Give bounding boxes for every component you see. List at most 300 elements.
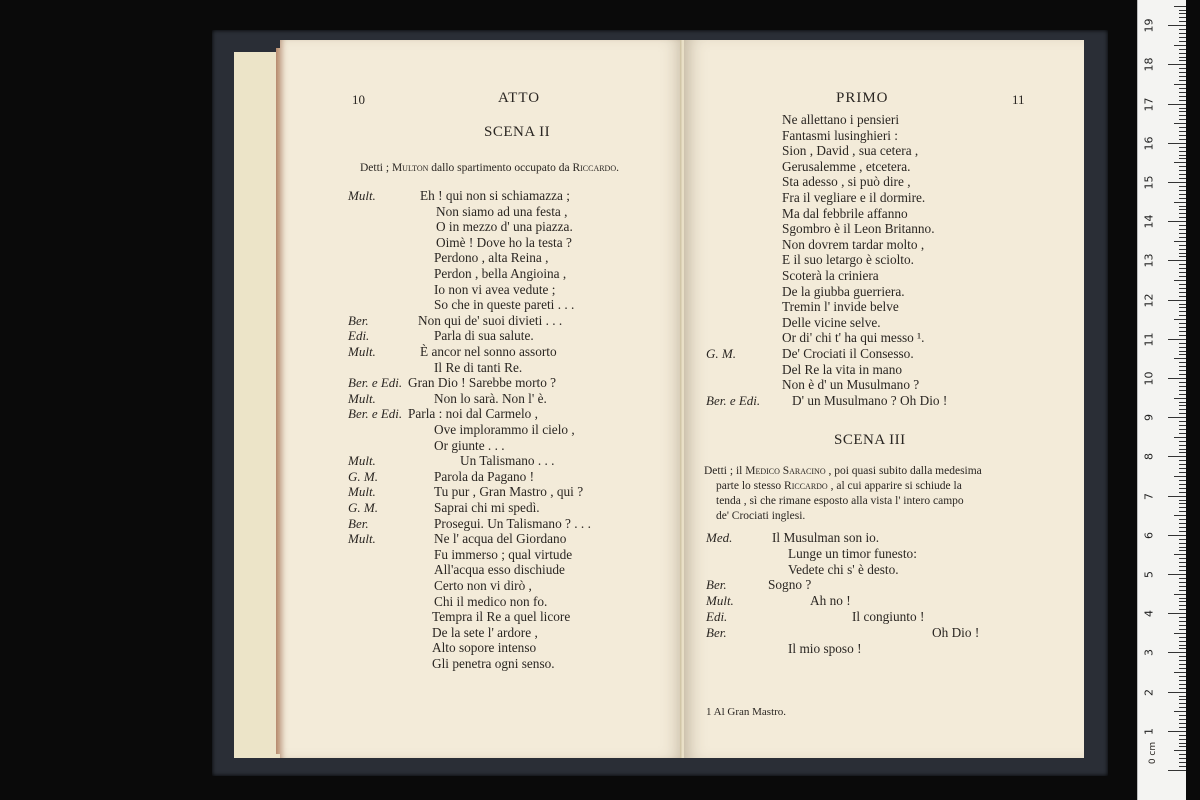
ruler-tick xyxy=(1179,53,1186,54)
ruler-tick xyxy=(1179,699,1186,700)
character-name: Multon xyxy=(391,162,429,174)
stage-text: parte lo stesso xyxy=(716,480,785,492)
ruler-tick xyxy=(1179,680,1186,681)
ruler-tick xyxy=(1179,225,1186,226)
ruler-tick xyxy=(1179,37,1186,38)
ruler-tick xyxy=(1179,57,1186,58)
ruler-tick xyxy=(1168,456,1186,457)
verse-line: Non dovrem tardar molto , xyxy=(782,236,925,252)
ruler-tick xyxy=(1179,664,1186,665)
verse-line: Non è d' un Musulmano ? xyxy=(782,377,920,393)
verse-line: Scoterà la criniera xyxy=(782,268,879,283)
ruler-tick xyxy=(1179,343,1186,344)
speaker-label: Ber. xyxy=(348,312,369,328)
ruler-tick xyxy=(1179,323,1186,324)
speaker-label: Ber. e Edi. xyxy=(706,392,761,408)
ruler-tick xyxy=(1179,366,1186,367)
ruler-tick xyxy=(1179,762,1186,763)
ruler-tick xyxy=(1179,100,1186,101)
ruler-tick xyxy=(1179,668,1186,669)
ruler-tick xyxy=(1179,174,1186,175)
ruler-tick xyxy=(1179,758,1186,759)
speaker-label: Mult. xyxy=(348,531,376,547)
verse-line: È ancor nel sonno assorto xyxy=(420,344,557,359)
ruler-tick xyxy=(1174,515,1186,516)
verse-line: Gran Dio ! Sarebbe morto ? xyxy=(408,375,557,391)
ruler-tick xyxy=(1179,213,1186,214)
verse-line: Sogno ? xyxy=(768,577,812,593)
speaker-label: Mult. xyxy=(706,593,734,609)
right-page xyxy=(684,40,1084,758)
ruler-tick xyxy=(1179,629,1186,630)
verse-line: Oh Dio ! xyxy=(932,624,980,640)
ruler-tick xyxy=(1179,119,1186,120)
verse-line: Sion , David , sua cetera , xyxy=(782,143,919,159)
ruler-tick xyxy=(1179,425,1186,426)
verse-line: Lunge un timor funesto: xyxy=(788,545,917,561)
verse-line: Certo non vi dirò , xyxy=(434,578,532,593)
ruler-tick xyxy=(1179,33,1186,34)
ruler-tick xyxy=(1179,715,1186,716)
ruler-tick xyxy=(1179,127,1186,128)
ruler-number: 8 xyxy=(1142,453,1156,461)
verse-line: Il congiunto ! xyxy=(852,609,925,624)
ruler-tick xyxy=(1179,766,1186,767)
ruler-tick xyxy=(1168,25,1186,26)
ruler-tick xyxy=(1179,523,1186,524)
speaker-label: G. M. xyxy=(348,468,378,484)
ruler-tick xyxy=(1179,21,1186,22)
ruler-tick xyxy=(1179,264,1186,265)
ruler-tick xyxy=(1179,688,1186,689)
speaker-label: Mult. xyxy=(348,453,376,469)
character-name: Medico Saracino xyxy=(745,465,826,477)
ruler-tick xyxy=(1179,637,1186,638)
ruler-tick xyxy=(1179,621,1186,622)
ruler-tick xyxy=(1179,139,1186,140)
ruler-number: 14 xyxy=(1142,214,1156,229)
ruler-number: 3 xyxy=(1142,649,1156,657)
verse-line: E il suo letargo è sciolto. xyxy=(782,252,914,268)
ruler-tick xyxy=(1179,609,1186,610)
ruler-tick xyxy=(1179,178,1186,179)
speaker-label: G. M. xyxy=(348,500,378,515)
running-head: ATTO xyxy=(498,90,541,106)
verse-line: Parola da Pagano ! xyxy=(434,468,535,484)
ruler-tick xyxy=(1179,605,1186,606)
ruler-tick xyxy=(1179,68,1186,69)
ruler-tick xyxy=(1179,296,1186,297)
speaker-label: Mult. xyxy=(348,390,376,406)
ruler-number: 6 xyxy=(1142,531,1156,539)
verse-line: Parla : noi dal Carmelo , xyxy=(408,406,538,422)
ruler-number: 12 xyxy=(1142,293,1156,308)
ruler-tick xyxy=(1179,307,1186,308)
ruler-tick xyxy=(1179,327,1186,328)
speaker-label: Ber. xyxy=(706,624,727,640)
ruler-tick xyxy=(1174,319,1186,320)
ruler-tick xyxy=(1174,711,1186,712)
ruler-tick xyxy=(1179,382,1186,383)
speaker-label: Mult. xyxy=(348,344,376,359)
ruler-number: 5 xyxy=(1142,571,1156,578)
ruler-tick xyxy=(1179,245,1186,246)
ruler-tick xyxy=(1174,202,1186,203)
ruler-tick xyxy=(1179,186,1186,187)
speaker-label: Ber. xyxy=(706,577,727,593)
ruler-tick xyxy=(1179,217,1186,218)
ruler-tick xyxy=(1179,500,1186,501)
measurement-ruler xyxy=(1137,0,1186,800)
verse-line: Gli penetra ogni senso. xyxy=(432,656,555,671)
ruler-tick xyxy=(1179,660,1186,661)
ruler-tick xyxy=(1179,507,1186,508)
verse-line: Fra il vegliare e il dormire. xyxy=(782,190,926,205)
ruler-tick xyxy=(1179,421,1186,422)
ruler-tick xyxy=(1179,292,1186,293)
ruler-number: 7 xyxy=(1142,492,1156,500)
verse-line: De' Crociati il Consesso. xyxy=(782,346,914,361)
verse-line: D' un Musulmano ? Oh Dio ! xyxy=(792,392,948,408)
speaker-label: Edi. xyxy=(706,609,728,624)
verse-line: Perdon , bella Angioina , xyxy=(434,266,567,281)
ruler-tick xyxy=(1179,249,1186,250)
ruler-tick xyxy=(1179,405,1186,406)
verse-line: Parla di sua salute. xyxy=(434,328,534,344)
ruler-tick xyxy=(1179,158,1186,159)
ruler-tick xyxy=(1174,750,1186,751)
verse-line: Tremin l' invide belve xyxy=(782,299,899,315)
ruler-tick xyxy=(1168,64,1186,65)
ruler-tick xyxy=(1179,460,1186,461)
ruler-tick xyxy=(1179,166,1186,167)
ruler-tick xyxy=(1179,96,1186,97)
ruler-unit-label: 0 cm xyxy=(1148,741,1159,765)
speaker-label: Mult. xyxy=(348,188,376,203)
ruler-tick xyxy=(1179,276,1186,277)
ruler-tick xyxy=(1179,582,1186,583)
ruler-tick xyxy=(1179,409,1186,410)
ruler-tick xyxy=(1179,656,1186,657)
stage-text: , al cui apparire si schiude la xyxy=(827,480,962,492)
ruler-tick xyxy=(1179,645,1186,646)
verse-line: Non siamo ad una festa , xyxy=(436,203,568,219)
ruler-tick xyxy=(1179,256,1186,257)
verse-line: Or di' chi t' ha qui messo ¹. xyxy=(782,330,925,346)
speaker-label: G. M. xyxy=(706,346,736,361)
ruler-tick xyxy=(1168,731,1186,732)
ruler-tick xyxy=(1168,339,1186,340)
ruler-tick xyxy=(1168,143,1186,144)
ruler-tick xyxy=(1179,10,1186,11)
ruler-tick xyxy=(1179,696,1186,697)
ruler-tick xyxy=(1179,590,1186,591)
ruler-tick xyxy=(1168,182,1186,183)
ruler-tick xyxy=(1179,570,1186,571)
ruler-tick xyxy=(1168,535,1186,536)
ruler-tick xyxy=(1174,594,1186,595)
stage-text: Detti ; xyxy=(360,162,392,174)
verse-line: Ove implorammo il cielo , xyxy=(434,422,575,437)
verse-line: Il Musulman son io. xyxy=(772,530,880,545)
ruler-tick xyxy=(1179,229,1186,230)
ruler-number: 15 xyxy=(1142,175,1156,190)
ruler-tick xyxy=(1179,76,1186,77)
ruler-tick xyxy=(1179,648,1186,649)
verse-line: Il mio sposo ! xyxy=(788,640,862,656)
ruler-tick xyxy=(1179,60,1186,61)
verse-line: De la giubba guerriera. xyxy=(782,283,905,299)
ruler-tick xyxy=(1179,13,1186,14)
ruler-tick xyxy=(1179,284,1186,285)
ruler-tick xyxy=(1179,111,1186,112)
ruler-tick xyxy=(1179,441,1186,442)
ruler-tick xyxy=(1179,754,1186,755)
ruler-tick xyxy=(1174,123,1186,124)
ruler-tick xyxy=(1179,362,1186,363)
verse-line: Tu pur , Gran Mastro , qui ? xyxy=(434,484,584,500)
ruler-tick xyxy=(1179,492,1186,493)
ruler-tick xyxy=(1179,746,1186,747)
ruler-tick xyxy=(1168,300,1186,301)
stage-direction xyxy=(704,464,1044,524)
ruler-tick xyxy=(1179,151,1186,152)
verse-line: Ne l' acqua del Giordano xyxy=(434,531,567,547)
ruler-tick xyxy=(1179,268,1186,269)
ruler-tick xyxy=(1179,511,1186,512)
ruler-tick xyxy=(1174,6,1186,7)
page-number: 11 xyxy=(1012,92,1025,107)
ruler-tick xyxy=(1179,684,1186,685)
verse-line: Oimè ! Dove ho la testa ? xyxy=(436,234,572,250)
speaker-label: Ber. e Edi. xyxy=(348,375,403,391)
ruler-tick xyxy=(1168,378,1186,379)
ruler-tick xyxy=(1179,527,1186,528)
ruler-tick xyxy=(1179,641,1186,642)
ruler-tick xyxy=(1168,496,1186,497)
ruler-number: 17 xyxy=(1142,97,1156,112)
ruler-tick xyxy=(1179,135,1186,136)
ruler-tick xyxy=(1179,562,1186,563)
ruler-tick xyxy=(1179,198,1186,199)
page-number: 10 xyxy=(352,92,365,107)
ruler-tick xyxy=(1174,280,1186,281)
verse-line: Ah no ! xyxy=(810,593,851,609)
ruler-tick xyxy=(1179,445,1186,446)
verse-line: Perdono , alta Reina , xyxy=(434,250,549,266)
ruler-tick xyxy=(1168,574,1186,575)
ruler-tick xyxy=(1179,41,1186,42)
ruler-tick xyxy=(1179,743,1186,744)
ruler-tick xyxy=(1179,558,1186,559)
ruler-tick xyxy=(1179,723,1186,724)
ruler-tick xyxy=(1174,633,1186,634)
ruler-tick xyxy=(1174,672,1186,673)
ruler-tick xyxy=(1179,386,1186,387)
ruler-tick xyxy=(1168,417,1186,418)
character-name: Riccardo xyxy=(572,162,617,174)
verse-line: Non qui de' suoi divieti . . . xyxy=(418,312,563,328)
ruler-tick xyxy=(1179,335,1186,336)
ruler-tick xyxy=(1179,703,1186,704)
ruler-tick xyxy=(1179,413,1186,414)
stage-text: de' Crociati inglesi. xyxy=(716,510,806,522)
ruler-tick xyxy=(1179,578,1186,579)
ruler-tick xyxy=(1179,354,1186,355)
ruler-tick xyxy=(1179,550,1186,551)
ruler-tick xyxy=(1174,437,1186,438)
ruler-number: 4 xyxy=(1142,610,1156,618)
ruler-tick xyxy=(1179,351,1186,352)
ruler-number: 19 xyxy=(1142,18,1156,33)
verse-line: Or giunte . . . xyxy=(434,437,505,453)
ruler-tick xyxy=(1179,601,1186,602)
ruler-number: 13 xyxy=(1142,253,1156,268)
ruler-tick xyxy=(1179,739,1186,740)
ruler-tick xyxy=(1174,45,1186,46)
verse-line: De la sete l' ardore , xyxy=(432,624,538,640)
ruler-tick xyxy=(1179,484,1186,485)
ruler-tick xyxy=(1179,617,1186,618)
ruler-tick xyxy=(1179,488,1186,489)
ruler-number: 1 xyxy=(1142,727,1156,735)
ruler-tick xyxy=(1168,260,1186,261)
ruler-tick xyxy=(1174,476,1186,477)
ruler-tick xyxy=(1179,17,1186,18)
verse-line: O in mezzo d' una piazza. xyxy=(436,219,573,235)
scene-title: SCENA III xyxy=(834,432,906,448)
ruler-tick xyxy=(1179,452,1186,453)
ruler-tick xyxy=(1179,598,1186,599)
verse-line: Gerusalemme , etcetera. xyxy=(782,158,911,174)
verse-line: Del Re la vita in mano xyxy=(782,361,903,377)
ruler-tick xyxy=(1174,398,1186,399)
ruler-tick xyxy=(1174,162,1186,163)
ruler-tick xyxy=(1179,370,1186,371)
stage-direction xyxy=(360,161,619,176)
ruler-tick xyxy=(1179,503,1186,504)
verse-line: Vedete chi s' è desto. xyxy=(788,561,899,577)
verse-line: Chi il medico non fo. xyxy=(434,593,548,609)
ruler-tick xyxy=(1168,692,1186,693)
speaker-label: Med. xyxy=(706,530,733,545)
ruler-tick xyxy=(1168,221,1186,222)
ruler-tick xyxy=(1179,304,1186,305)
ruler-tick xyxy=(1179,402,1186,403)
speaker-label: Ber. e Edi. xyxy=(348,406,403,422)
ruler-tick xyxy=(1174,554,1186,555)
ruler-tick xyxy=(1179,727,1186,728)
verse-line: Delle vicine selve. xyxy=(782,314,881,330)
ruler-tick xyxy=(1179,331,1186,332)
ruler-tick xyxy=(1179,429,1186,430)
ruler-tick xyxy=(1179,288,1186,289)
ruler-tick xyxy=(1179,190,1186,191)
footnote: 1 Al Gran Mastro. xyxy=(706,706,787,718)
ruler-tick xyxy=(1179,519,1186,520)
ruler-number: 10 xyxy=(1142,371,1156,386)
verse-line: Fu immerso ; qual virtude xyxy=(434,546,573,562)
ruler-tick xyxy=(1179,625,1186,626)
ruler-tick xyxy=(1179,719,1186,720)
speaker-label: Edi. xyxy=(348,328,370,344)
speaker-label: Ber. xyxy=(348,515,369,531)
ruler-tick xyxy=(1168,652,1186,653)
ruler-tick xyxy=(1174,241,1186,242)
running-head: PRIMO xyxy=(836,90,889,106)
ruler-tick xyxy=(1179,449,1186,450)
ruler-tick xyxy=(1179,29,1186,30)
ruler-tick xyxy=(1179,676,1186,677)
ruler-number: 11 xyxy=(1142,332,1156,347)
verse-line: Ma dal febbrile affanno xyxy=(782,205,908,221)
ruler-tick xyxy=(1179,472,1186,473)
ruler-tick xyxy=(1168,613,1186,614)
verse-line: Sta adesso , si può dire , xyxy=(782,174,911,190)
verse-line: Tempra il Re a quel licore xyxy=(432,609,571,625)
verse-line: Un Talismano . . . xyxy=(460,453,555,469)
ruler-tick xyxy=(1179,233,1186,234)
ruler-tick xyxy=(1179,272,1186,273)
ruler-tick xyxy=(1179,147,1186,148)
ruler-tick xyxy=(1179,347,1186,348)
ruler-tick xyxy=(1179,209,1186,210)
stage-text: Detti ; il xyxy=(704,465,746,477)
ruler-tick xyxy=(1174,84,1186,85)
ruler-tick xyxy=(1179,539,1186,540)
verse-line: Prosegui. Un Talismano ? . . . xyxy=(434,515,591,531)
ruler-tick xyxy=(1179,311,1186,312)
ruler-tick xyxy=(1179,115,1186,116)
stage-text: , poi quasi subito dalla medesima xyxy=(825,465,982,477)
ruler-tick xyxy=(1179,468,1186,469)
ruler-tick xyxy=(1168,104,1186,105)
ruler-tick xyxy=(1168,770,1186,771)
character-name: Riccardo xyxy=(784,480,828,492)
ruler-tick xyxy=(1179,586,1186,587)
ruler-tick xyxy=(1179,80,1186,81)
verse-line: Ne allettano i pensieri xyxy=(782,112,900,127)
ruler-number: 9 xyxy=(1142,414,1156,422)
ruler-tick xyxy=(1179,170,1186,171)
verse-line: All'acqua esso dischiude xyxy=(434,562,565,578)
stage-text: . xyxy=(616,162,619,174)
ruler-tick xyxy=(1179,394,1186,395)
ruler-tick xyxy=(1179,72,1186,73)
ruler-tick xyxy=(1179,315,1186,316)
verse-line: So che in queste pareti . . . xyxy=(434,297,575,313)
speaker-label: Mult. xyxy=(348,484,376,500)
ruler-number: 16 xyxy=(1142,136,1156,151)
ruler-tick xyxy=(1179,206,1186,207)
scene-title: SCENA II xyxy=(484,124,551,140)
ruler-tick xyxy=(1179,531,1186,532)
ruler-tick xyxy=(1179,108,1186,109)
ruler-tick xyxy=(1179,735,1186,736)
ruler-tick xyxy=(1179,374,1186,375)
verse-line: Non lo sarà. Non l' è. xyxy=(434,390,547,406)
verse-line: Io non vi avea vedute ; xyxy=(434,281,556,297)
verse-line: Il Re di tanti Re. xyxy=(434,359,523,375)
ruler-tick xyxy=(1179,88,1186,89)
ruler-number: 2 xyxy=(1142,688,1156,696)
ruler-tick xyxy=(1179,547,1186,548)
ruler-tick xyxy=(1179,390,1186,391)
ruler-tick xyxy=(1174,358,1186,359)
ruler-tick xyxy=(1179,253,1186,254)
ruler-tick xyxy=(1179,566,1186,567)
ruler-tick xyxy=(1179,543,1186,544)
